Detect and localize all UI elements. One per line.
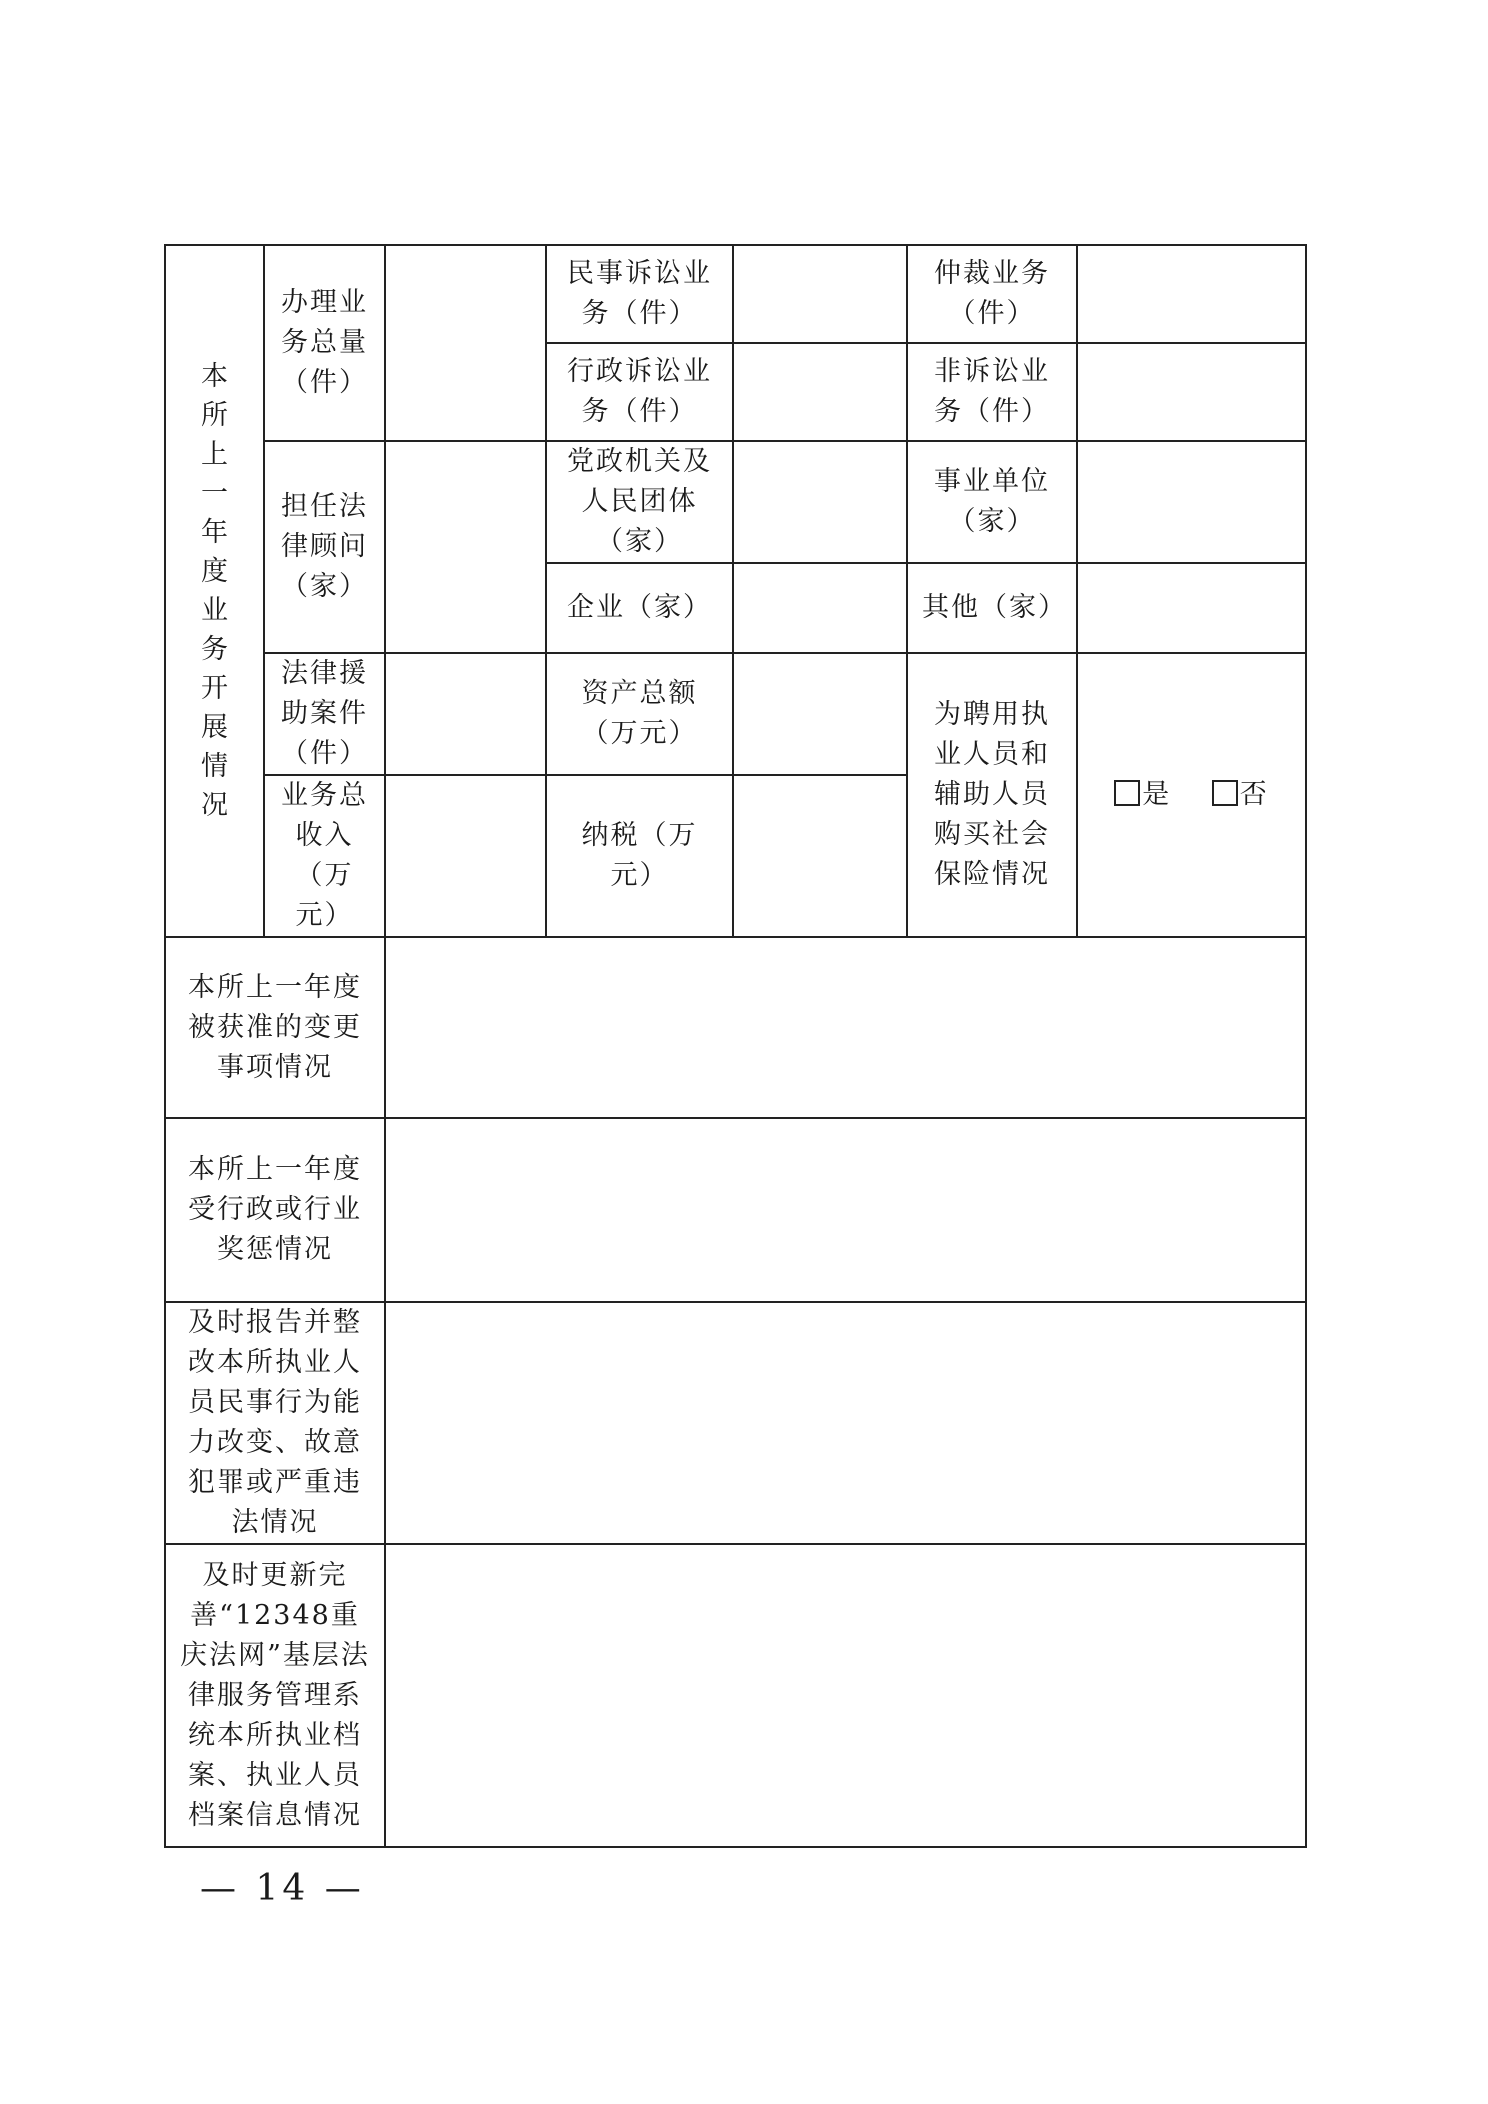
business-section-label: 本所上一年度业务开展情况 — [165, 245, 264, 937]
arbitration-value[interactable] — [1077, 245, 1306, 343]
non-litigation-label: 非诉讼业务（件） — [907, 343, 1077, 441]
report-value[interactable] — [385, 1302, 1306, 1544]
public-inst-value[interactable] — [1077, 441, 1306, 563]
party-org-value[interactable] — [733, 441, 907, 563]
legal-aid-value[interactable] — [385, 653, 546, 775]
total-cases-label: 办理业务总量（件） — [264, 245, 385, 441]
other-value[interactable] — [1077, 563, 1306, 653]
insurance-label: 为聘用执业人员和辅助人员购买社会保险情况 — [907, 653, 1077, 937]
admin-value[interactable] — [733, 343, 907, 441]
party-org-label: 党政机关及人民团体（家） — [546, 441, 733, 563]
civil-value[interactable] — [733, 245, 907, 343]
yes-label: 是 — [1142, 779, 1172, 810]
non-litigation-value[interactable] — [1077, 343, 1306, 441]
insurance-choice — [1077, 653, 1306, 937]
counsel-value[interactable] — [385, 441, 546, 653]
tax-value[interactable] — [733, 775, 907, 937]
page-number: — 14 — — [200, 1868, 365, 1909]
annual-report-table — [164, 244, 1307, 1848]
update-label: 及时更新完善“12348重庆法网”基层法律服务管理系统本所执业档案、执业人员档案信息情况 — [165, 1544, 385, 1847]
other-label: 其他（家） — [907, 563, 1077, 653]
legal-aid-label: 法律援助案件（件） — [264, 653, 385, 775]
public-inst-label: 事业单位（家） — [907, 441, 1077, 563]
income-label: 业务总收入（万元） — [264, 775, 385, 937]
no-checkbox[interactable] — [1212, 780, 1238, 806]
rewards-label: 本所上一年度受行政或行业奖惩情况 — [165, 1118, 385, 1302]
arbitration-label: 仲裁业务（件） — [907, 245, 1077, 343]
enterprise-value[interactable] — [733, 563, 907, 653]
changes-label: 本所上一年度被获准的变更事项情况 — [165, 937, 385, 1118]
enterprise-label: 企业（家） — [546, 563, 733, 653]
assets-label: 资产总额（万元） — [546, 653, 733, 775]
rewards-value[interactable] — [385, 1118, 1306, 1302]
tax-label: 纳税（万元） — [546, 775, 733, 937]
update-value[interactable] — [385, 1544, 1306, 1847]
no-label: 否 — [1239, 779, 1269, 810]
civil-label: 民事诉讼业务（件） — [546, 245, 733, 343]
assets-value[interactable] — [733, 653, 907, 775]
total-cases-value[interactable] — [385, 245, 546, 441]
yes-checkbox[interactable] — [1114, 780, 1140, 806]
report-label: 及时报告并整改本所执业人员民事行为能力改变、故意犯罪或严重违法情况 — [165, 1302, 385, 1544]
income-value[interactable] — [385, 775, 546, 937]
counsel-label: 担任法律顾问（家） — [264, 441, 385, 653]
changes-value[interactable] — [385, 937, 1306, 1118]
admin-label: 行政诉讼业务（件） — [546, 343, 733, 441]
